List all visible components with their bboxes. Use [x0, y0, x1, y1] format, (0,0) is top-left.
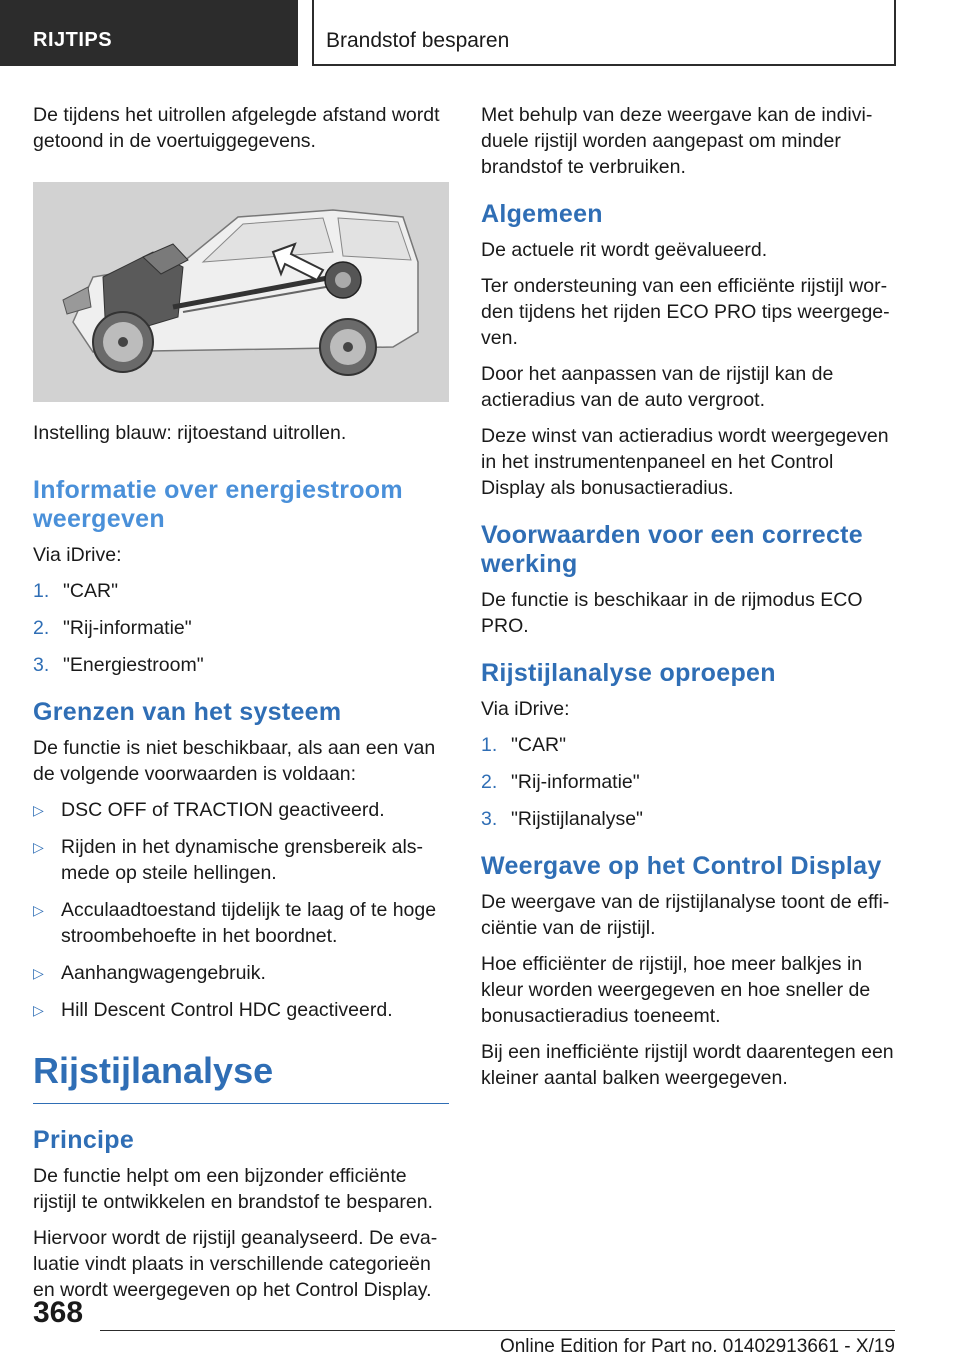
list-item	[33, 960, 449, 986]
triangle-bullet-icon: ▷	[33, 802, 44, 818]
bullet-text: Rijden in het dynamische grensbereik alsmede op steile hellingen.	[61, 836, 424, 884]
footer-divider	[100, 1330, 895, 1331]
list-item	[33, 615, 449, 641]
general-paragraph-2: Ter ondersteuning van een efficiënte rijstijl worden tijdens het rijden ECO PRO tips weergegeven.	[481, 275, 890, 349]
car-illustration	[33, 182, 449, 402]
display-heading: Weergave op het Control Display	[481, 852, 882, 880]
list-item	[33, 834, 449, 886]
list-item	[33, 897, 449, 949]
conditions-paragraph: De functie is beschikaar in de rijmodus ECO PRO.	[481, 589, 863, 637]
intro-paragraph: Met behulp van deze weergave kan de individuele rijstijl worden aangepast om minder brandstof te verbruiken.	[481, 104, 873, 178]
triangle-bullet-icon: ▷	[33, 839, 44, 855]
list-item	[481, 732, 895, 758]
limits-intro: De functie is niet beschikbaar, als aan een van de volgende voorwaarden is voldaan:	[33, 737, 436, 785]
chapter-heading: Rijstijlanalyse	[33, 1049, 449, 1104]
page-header	[0, 0, 960, 66]
energy-heading: Informatie over energiestroom weergeven	[33, 476, 403, 533]
general-heading: Algemeen	[481, 200, 603, 228]
principle-paragraph-1: De functie helpt om een bijzonder efficiënte rijstijl te ontwikkelen en brandstof te besparen.	[33, 1165, 433, 1213]
step-text: "CAR"	[63, 580, 119, 602]
right-column	[481, 102, 895, 1101]
edition-note: Online Edition for Part no. 01402913661 - X/19	[499, 1336, 895, 1357]
bullet-text: DSC OFF of TRACTION geactiveerd.	[61, 799, 385, 821]
general-paragraph-4: Deze winst van actieradius wordt weergegeven in het instrumentenpaneel en het Control Display als bonusactieradius.	[481, 425, 889, 499]
triangle-bullet-icon: ▷	[33, 1002, 44, 1018]
bullet-text: Acculaadtoestand tijdelijk te laag of te hoge stroombehoefte in het boordnet.	[61, 899, 437, 947]
step-text: "Rij-informatie"	[511, 771, 640, 793]
car-drivetrain-figure	[33, 182, 449, 402]
call-steps	[481, 732, 895, 832]
bullet-text: Hill Descent Control HDC geactiveerd.	[61, 999, 393, 1021]
list-item	[33, 578, 449, 604]
energy-steps	[33, 578, 449, 678]
step-number: 1.	[33, 580, 50, 602]
principle-heading: Principe	[33, 1126, 135, 1154]
call-via: Via iDrive:	[481, 698, 570, 720]
list-item	[481, 806, 895, 832]
list-item	[33, 652, 449, 678]
step-text: "CAR"	[511, 734, 567, 756]
general-paragraph-3: Door het aanpassen van de rijstijl kan de actieradius van de auto vergroot.	[481, 363, 834, 411]
page-number: 368	[33, 1296, 84, 1329]
step-number: 2.	[481, 771, 498, 793]
step-number: 3.	[33, 654, 50, 676]
step-text: "Rij-informatie"	[63, 617, 192, 639]
step-number: 1.	[481, 734, 498, 756]
call-heading: Rijstijlanalyse oproepen	[481, 659, 776, 687]
energy-via: Via iDrive:	[33, 544, 122, 566]
step-number: 3.	[481, 808, 498, 830]
display-paragraph-3: Bij een inefficiënte rijstijl wordt daarentegen een kleiner aantal balken weergegeven.	[481, 1041, 894, 1089]
bullet-text: Aanhangwagengebruik.	[61, 962, 266, 984]
list-item	[481, 769, 895, 795]
figure-caption: Instelling blauw: rijtoestand uitrollen.	[33, 422, 347, 444]
topic-tab: Brandstof besparen	[312, 0, 896, 66]
triangle-bullet-icon: ▷	[33, 902, 44, 918]
limits-list	[33, 797, 449, 1023]
conditions-heading: Voorwaarden voor een correcte werking	[481, 521, 863, 578]
list-item	[33, 797, 449, 823]
step-number: 2.	[33, 617, 50, 639]
section-tab: RIJTIPS	[0, 0, 298, 66]
triangle-bullet-icon: ▷	[33, 965, 44, 981]
display-paragraph-1: De weergave van de rijstijlanalyse toont de efficiëntie van de rijstijl.	[481, 891, 890, 939]
display-paragraph-2: Hoe efficiënter de rijstijl, hoe meer balkjes in kleur worden weergegeven en hoe sneller de bonusactieradius toeneemt.	[481, 953, 871, 1027]
intro-paragraph: De tijdens het uitrollen afgelegde afstand wordt getoond in de voertuiggegevens.	[33, 104, 440, 152]
principle-paragraph-2: Hiervoor wordt de rijstijl geanalyseerd. De evaluatie vindt plaats in verschillende categorieën en wordt weergegeven op het Control Display.	[33, 1227, 438, 1301]
limits-heading: Grenzen van het systeem	[33, 698, 342, 726]
step-text: "Energiestroom"	[63, 654, 204, 676]
left-column	[33, 102, 449, 1313]
step-text: "Rijstijlanalyse"	[511, 808, 643, 830]
general-paragraph-1: De actuele rit wordt geëvalueerd.	[481, 239, 768, 261]
list-item	[33, 997, 449, 1023]
